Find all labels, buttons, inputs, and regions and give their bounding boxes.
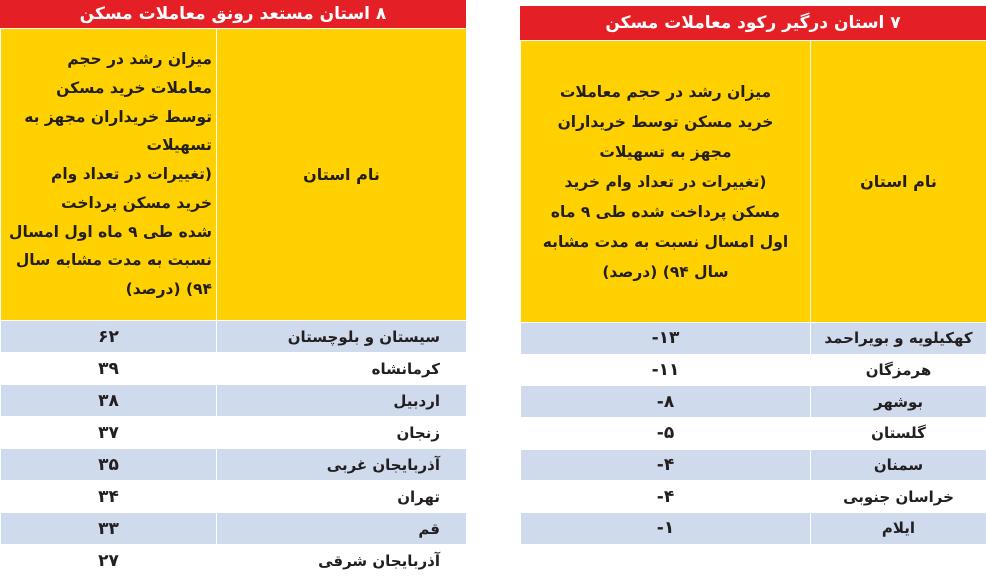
province-name: ایلام xyxy=(811,513,986,545)
left-table-title: ۸ استان مستعد رونق معاملات مسکن xyxy=(0,0,466,28)
province-name: بوشهر xyxy=(811,386,986,418)
left-province-header: نام استان xyxy=(217,29,467,321)
table-row xyxy=(1,321,467,353)
header-line: میزان رشد در حجم xyxy=(67,49,212,68)
growth-value: -۴ xyxy=(521,481,811,513)
growth-value: -۱۳ xyxy=(521,323,811,355)
table-row xyxy=(1,417,467,449)
province-name: اردبیل xyxy=(217,385,467,417)
table-row xyxy=(521,513,986,545)
province-name: قم xyxy=(217,513,467,545)
growth-value: ۳۴ xyxy=(1,481,217,513)
header-line: نسبت به مدت مشابه سال xyxy=(15,251,212,270)
growth-value: ۳۷ xyxy=(1,417,217,449)
right-header-row xyxy=(521,41,986,323)
table-row xyxy=(1,353,467,385)
growth-value: ۳۵ xyxy=(1,449,217,481)
growth-value: ۲۷ xyxy=(1,545,217,576)
header-line: تسهیلات xyxy=(146,136,212,155)
province-name: کهکیلویه و بویراحمد xyxy=(811,323,986,355)
province-name: سمنان xyxy=(811,449,986,481)
header-line: خرید مسکن توسط خریداران xyxy=(557,112,774,131)
table-row xyxy=(521,354,986,386)
right-data-table xyxy=(520,40,986,545)
right-province-header: نام استان xyxy=(811,41,986,323)
province-name: زنجان xyxy=(217,417,467,449)
header-line: میزان رشد در حجم معاملات xyxy=(559,82,772,101)
header-line: اول امسال نسبت به مدت مشابه xyxy=(542,232,789,251)
table-row xyxy=(1,513,467,545)
header-line: شده طی ۹ ماه اول امسال xyxy=(9,222,212,241)
table-row xyxy=(521,481,986,513)
growth-value: -۴ xyxy=(521,449,811,481)
header-line: مسکن پرداخت شده طی ۹ ماه xyxy=(550,202,781,221)
header-line: (تغییرات در تعداد وام xyxy=(50,165,212,184)
header-line: ۹۴) (درصد) xyxy=(125,280,212,299)
table-row xyxy=(521,323,986,355)
left-header-row xyxy=(1,29,467,321)
table-row xyxy=(521,449,986,481)
right-table-title: ۷ استان درگیر رکود معاملات مسکن xyxy=(520,6,986,40)
right-metric-header xyxy=(521,41,811,323)
header-line: توسط خریداران مجهز به xyxy=(24,107,212,126)
province-name: آذربایجان شرقی xyxy=(217,545,467,576)
province-name: گلستان xyxy=(811,418,986,450)
header-line: سال ۹۴) (درصد) xyxy=(602,262,729,281)
table-row xyxy=(1,545,467,576)
right-table-panel xyxy=(520,0,986,576)
province-name: هرمزگان xyxy=(811,354,986,386)
header-line: مجهز به تسهیلات xyxy=(599,142,732,161)
province-name: خراسان جنوبی xyxy=(811,481,986,513)
growth-value: ۳۹ xyxy=(1,353,217,385)
header-line: معاملات خرید مسکن xyxy=(56,78,212,97)
growth-value: ۳۸ xyxy=(1,385,217,417)
header-line: (تغییرات در تعداد وام خرید xyxy=(564,172,767,191)
province-name: آذربایجان غربی xyxy=(217,449,467,481)
growth-value: -۱۱ xyxy=(521,354,811,386)
growth-value: ۶۲ xyxy=(1,321,217,353)
left-data-table xyxy=(0,28,467,576)
table-row xyxy=(521,418,986,450)
province-name: کرمانشاه xyxy=(217,353,467,385)
growth-value: -۵ xyxy=(521,418,811,450)
table-row xyxy=(1,481,467,513)
left-table-panel xyxy=(0,0,466,576)
table-row xyxy=(521,386,986,418)
province-name: سیستان و بلوچستان xyxy=(217,321,467,353)
province-name: تهران xyxy=(217,481,467,513)
table-row xyxy=(1,385,467,417)
table-row xyxy=(1,449,467,481)
left-metric-header xyxy=(1,29,217,321)
header-line: خرید مسکن پرداخت xyxy=(60,193,212,212)
growth-value: ۳۳ xyxy=(1,513,217,545)
growth-value: -۸ xyxy=(521,386,811,418)
growth-value: -۱ xyxy=(521,513,811,545)
